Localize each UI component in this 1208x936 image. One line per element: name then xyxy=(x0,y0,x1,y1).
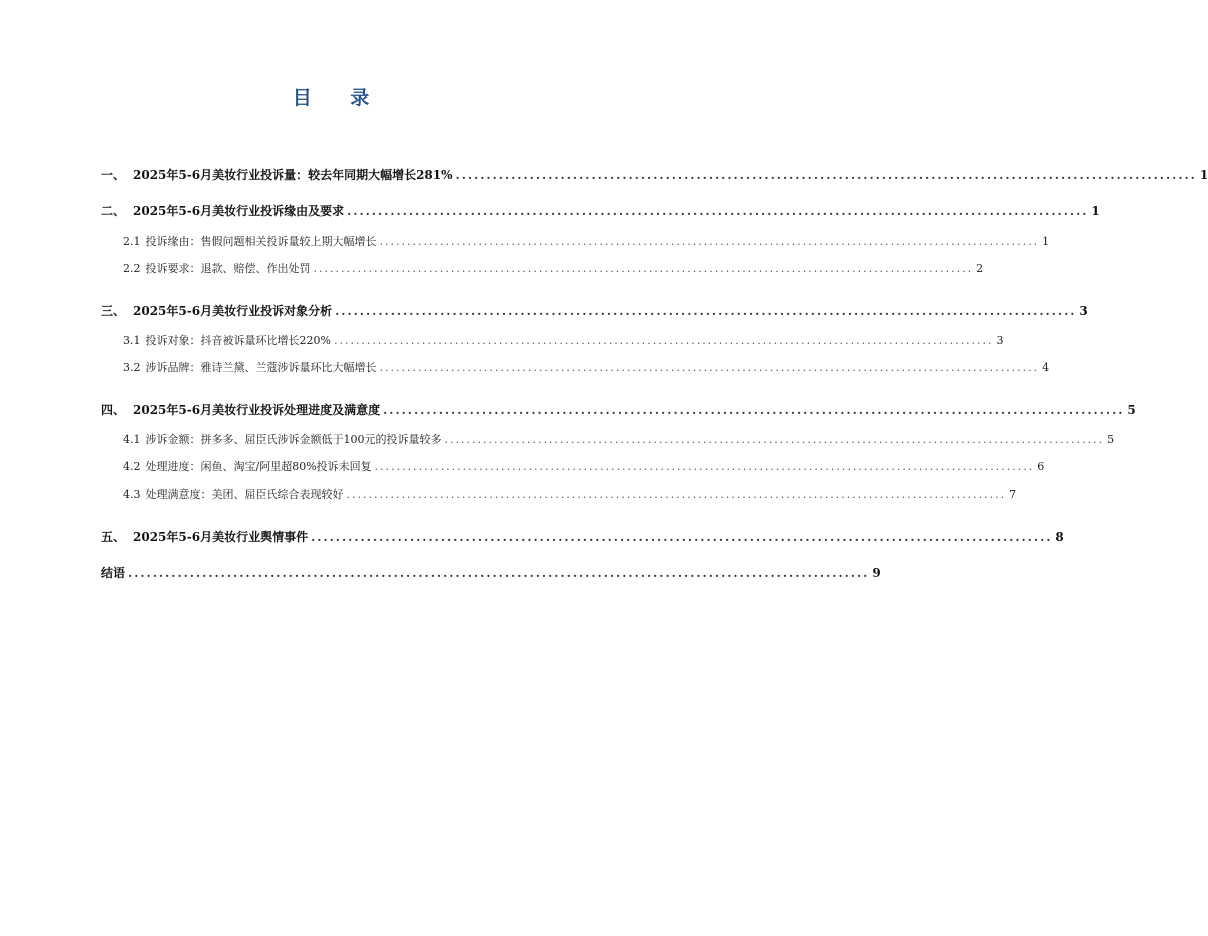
toc-page-number: 1 xyxy=(1199,168,1208,182)
toc-entry-number: 4.1 xyxy=(123,433,141,446)
toc-page-number: 3 xyxy=(1079,304,1088,318)
toc-entry-number: 4.3 xyxy=(123,488,141,501)
toc-page-number: 5 xyxy=(1127,403,1136,417)
toc-entry-title: 涉诉品牌：雅诗兰黛、兰蔻涉诉量环比大幅增长 xyxy=(145,361,377,374)
toc-entry-3-1[interactable] xyxy=(123,332,1004,350)
toc-page-number: 1 xyxy=(1042,235,1050,248)
toc-entry-2-2[interactable] xyxy=(123,260,984,278)
toc-leader-dots: ........................................................................................................................ xyxy=(335,304,1077,318)
toc-entry-4-3[interactable] xyxy=(123,486,1017,504)
toc-entry-number: 2.2 xyxy=(123,262,141,275)
toc-leader-dots: ........................................................................................................................ xyxy=(455,168,1197,182)
toc-page-number: 3 xyxy=(996,334,1004,347)
toc-leader-dots: ........................................................................................................................ xyxy=(313,262,974,275)
toc-entry-1[interactable] xyxy=(101,166,1208,184)
toc-entry-title: 2025年5-6月美妆行业投诉量：较去年同期大幅增长281% xyxy=(133,168,453,182)
toc-entry-number: 二、 xyxy=(101,204,126,218)
toc-entry-3[interactable] xyxy=(101,302,1088,320)
toc-entry-number: 四、 xyxy=(101,403,126,417)
toc-entry-5[interactable] xyxy=(101,528,1064,546)
toc-page-number: 9 xyxy=(872,566,881,580)
toc-entry-number: 一、 xyxy=(101,168,126,182)
toc-page-number: 5 xyxy=(1107,433,1115,446)
toc-entry-number: 4.2 xyxy=(123,460,141,473)
toc-page-number: 6 xyxy=(1037,460,1045,473)
toc-leader-dots: ........................................................................................................................ xyxy=(383,403,1125,417)
toc-entry-4-2[interactable] xyxy=(123,458,1045,476)
toc-entry-number: 三、 xyxy=(101,304,126,318)
toc-page-number: 4 xyxy=(1042,361,1050,374)
toc-entry-title: 2025年5-6月美妆行业舆情事件 xyxy=(133,530,309,544)
toc-leader-dots: ........................................................................................................................ xyxy=(374,460,1035,473)
toc-entry-title: 处理满意度：美团、屈臣氏综合表现较好 xyxy=(145,488,344,501)
toc-leader-dots: ........................................................................................................................ xyxy=(311,530,1053,544)
toc-leader-dots: ........................................................................................................................ xyxy=(444,433,1105,446)
toc-entry-title: 结语 xyxy=(101,566,126,580)
toc-page-number: 8 xyxy=(1055,530,1064,544)
toc-entry-title: 2025年5-6月美妆行业投诉对象分析 xyxy=(133,304,333,318)
toc-entry-4[interactable] xyxy=(101,401,1136,419)
toc-entry-2-1[interactable] xyxy=(123,233,1050,251)
toc-leader-dots: ........................................................................................................................ xyxy=(379,235,1040,248)
toc-page-number: 7 xyxy=(1009,488,1017,501)
toc-entry-title: 2025年5-6月美妆行业投诉处理进度及满意度 xyxy=(133,403,381,417)
toc-entry-title: 投诉要求：退款、赔偿、作出处罚 xyxy=(145,262,311,275)
toc-entry-title: 处理进度：闲鱼、淘宝/阿里超80%投诉未回复 xyxy=(145,460,372,473)
toc-page-number: 2 xyxy=(976,262,984,275)
toc-leader-dots: ........................................................................................................................ xyxy=(333,334,994,347)
toc-leader-dots: ........................................................................................................................ xyxy=(347,204,1089,218)
toc-entry-number: 3.1 xyxy=(123,334,141,347)
toc-entry-3-2[interactable] xyxy=(123,359,1050,377)
toc-leader-dots: ........................................................................................................................ xyxy=(379,361,1040,374)
toc-leader-dots: ........................................................................................................................ xyxy=(128,566,870,580)
toc-page-number: 1 xyxy=(1091,204,1100,218)
toc-leader-dots: ........................................................................................................................ xyxy=(346,488,1007,501)
toc-entry-title: 投诉缘由：售假问题相关投诉量较上期大幅增长 xyxy=(145,235,377,248)
toc-entry-conclusion[interactable] xyxy=(101,564,881,582)
toc-entry-2[interactable] xyxy=(101,202,1100,220)
toc-entry-number: 五、 xyxy=(101,530,126,544)
toc-entry-title: 涉诉金额：拼多多、屈臣氏涉诉金额低于100元的投诉量较多 xyxy=(145,433,442,446)
toc-title: 目 录 xyxy=(292,87,386,109)
toc-entry-title: 2025年5-6月美妆行业投诉缘由及要求 xyxy=(133,204,345,218)
toc-entry-number: 2.1 xyxy=(123,235,141,248)
toc-entry-title: 投诉对象：抖音被诉量环比增长220% xyxy=(145,334,331,347)
toc-entry-4-1[interactable] xyxy=(123,431,1115,449)
toc-entry-number: 3.2 xyxy=(123,361,141,374)
